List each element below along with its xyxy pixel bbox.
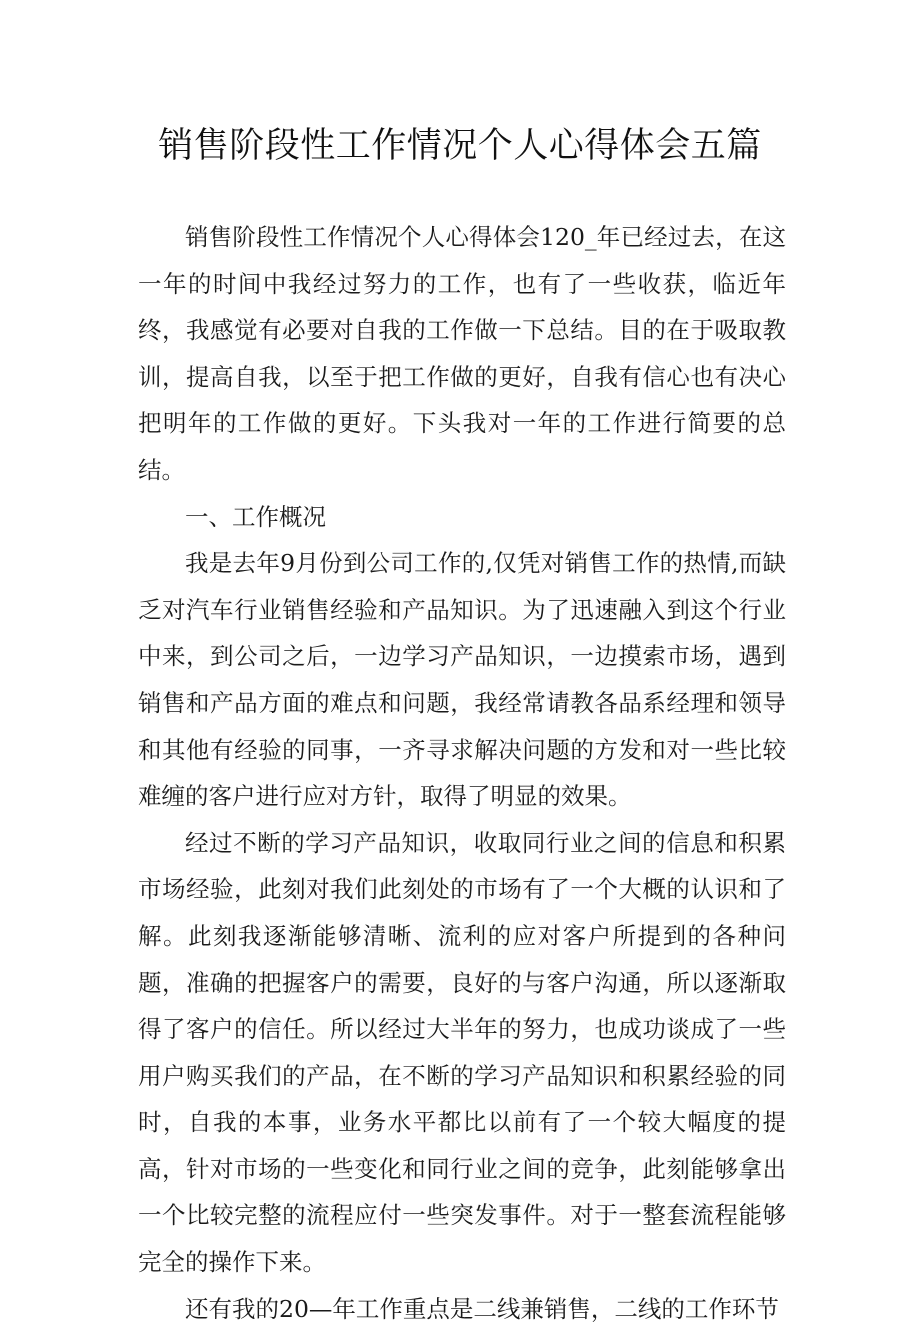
- document-body: [138, 214, 786, 1332]
- document-title: 销售阶段性工作情况个人心得体会五篇: [158, 126, 762, 166]
- paragraph-work-start: 我是去年9月份到公司工作的,仅凭对销售工作的热情,而缺乏对汽车行业销售经验和产品知识。为了迅速融入到这个行业中来，到公司之后，一边学习产品知识，一边摸索市场，遇到销售和产品方面的难点和问题，我经常请教各品系经理和领导和其他有经验的同事，一齐寻求解决问题的方发和对一些比较难缠的客户进行应对方针，取得了明显的效果。: [138, 549, 786, 811]
- paragraph-work-focus: 还有我的20—年工作重点是二线兼销售，二线的工作环节: [185, 1294, 779, 1323]
- section-heading-work-overview: 一、工作概况: [185, 502, 326, 531]
- paragraph-intro: 销售阶段性工作情况个人心得体会120_年已经过去，在这一年的时间中我经过努力的工作，也有了一些收获，临近年终，我感觉有必要对自我的工作做一下总结。目的在于吸取教训，提高自我，以至于把工作做的更好，自我有信心也有决心把明年的工作做的更好。下头我对一年的工作进行简要的总结。: [138, 223, 786, 484]
- paragraph-learning-progress: 经过不断的学习产品知识，收取同行业之间的信息和积累市场经验，此刻对我们此刻处的市场有了一个大概的认识和了解。此刻我逐渐能够清晰、流利的应对客户所提到的各种问题，准确的把握客户的需要，良好的与客户沟通，所以逐渐取得了客户的信任。所以经过大半年的努力，也成功谈成了一些用户购买我们的产品，在不断的学习产品知识和积累经验的同时，自我的本事，业务水平都比以前有了一个较大幅度的提高，针对市场的一些变化和同行业之间的竞争，此刻能够拿出一个比较完整的流程应付一些突发事件。对于一整套流程能够完全的操作下来。: [138, 828, 786, 1277]
